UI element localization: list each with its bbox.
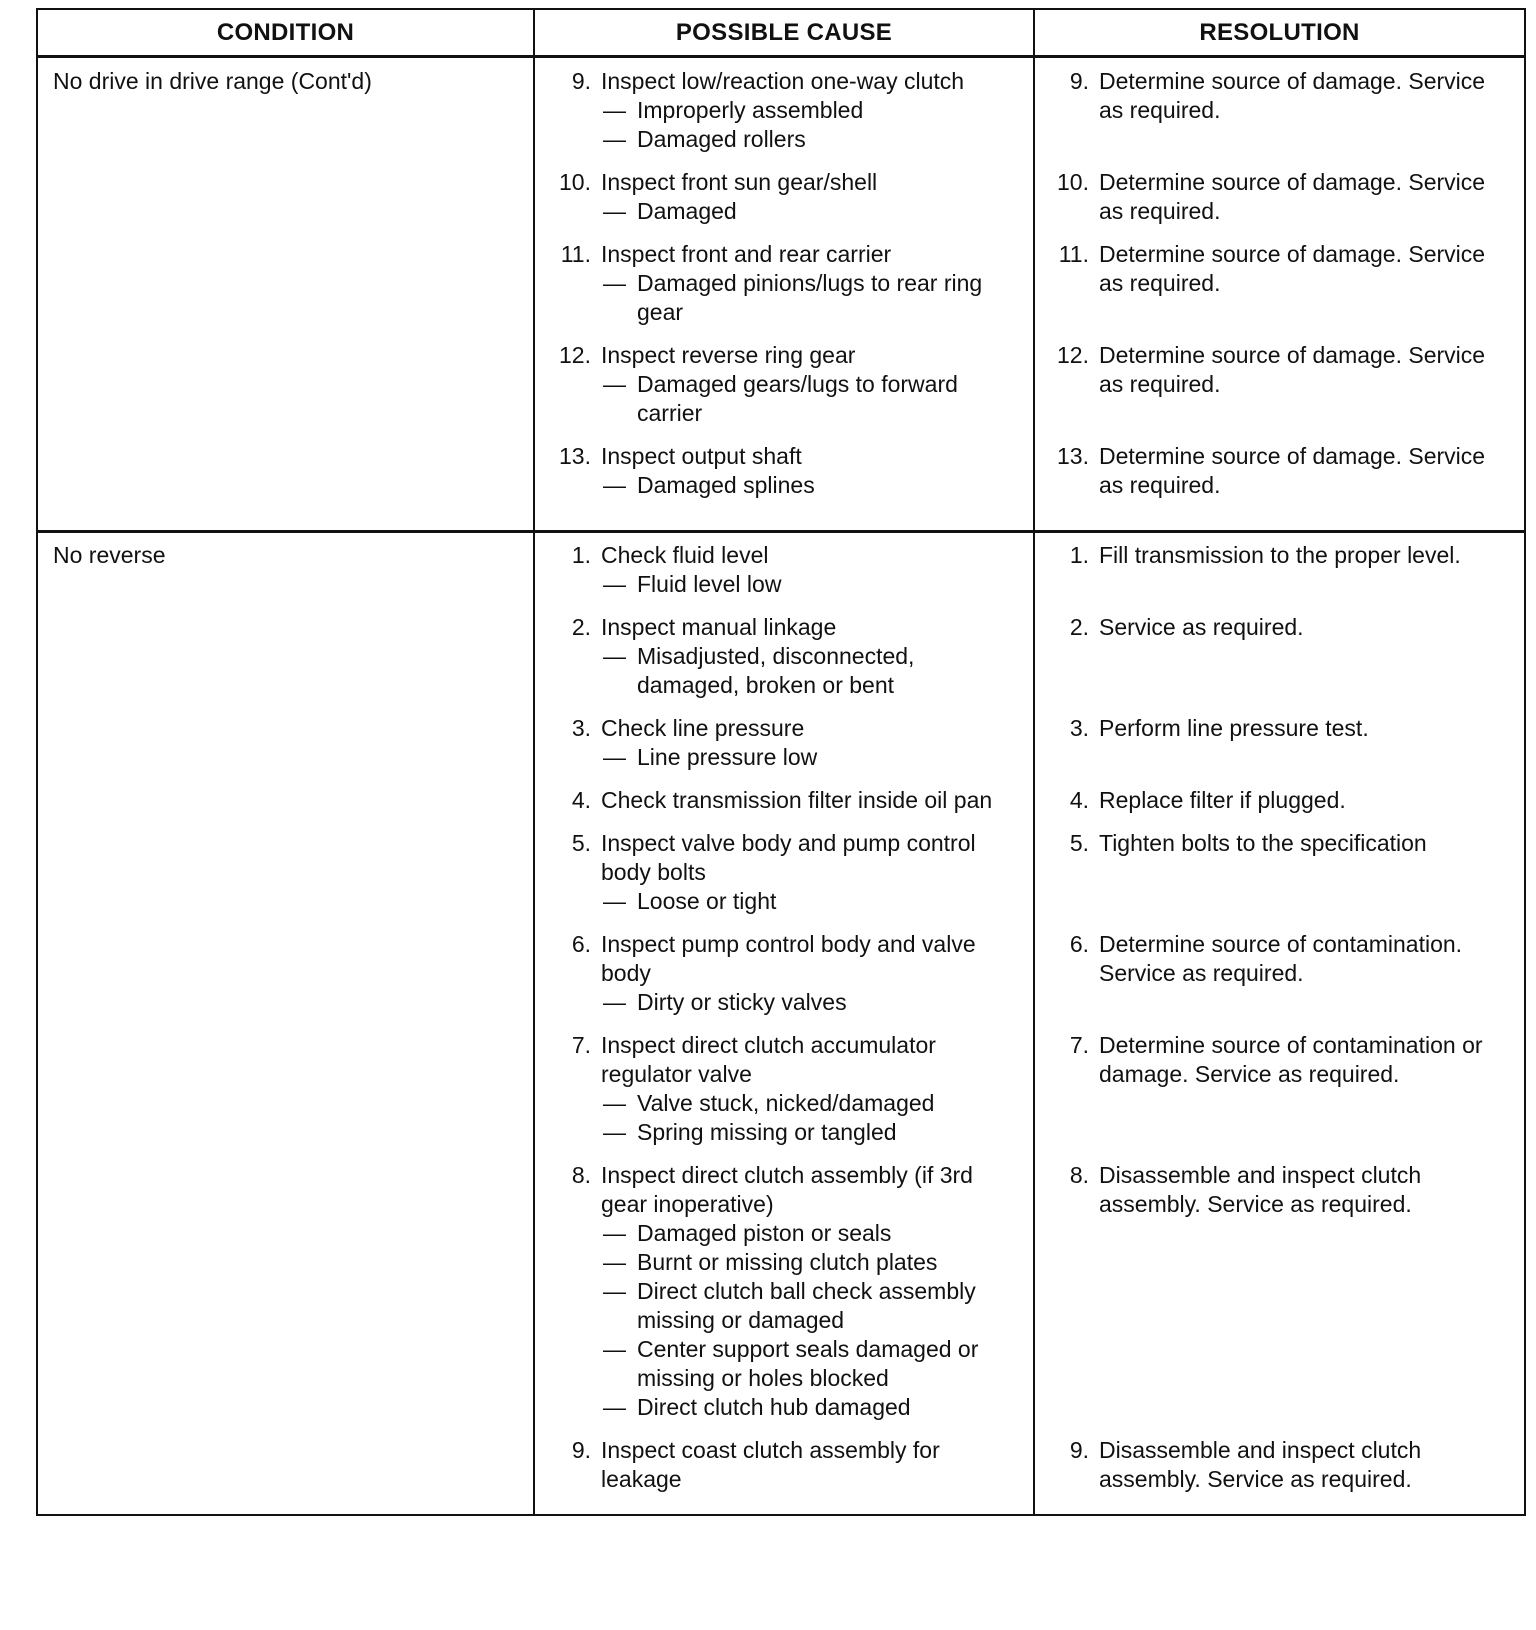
cause-sub-text: Burnt or missing clutch plates	[637, 1249, 938, 1275]
resolution-number: 2.	[1069, 614, 1089, 640]
cause-sub-item	[601, 743, 1023, 772]
cause-number: 3.	[571, 715, 591, 741]
resolution-text: Determine source of damage. Service as required.	[1099, 443, 1486, 498]
cause-body	[601, 930, 1023, 1017]
cause-body	[601, 341, 1023, 428]
cause-number: 8.	[571, 1162, 591, 1188]
cause-item	[535, 168, 1033, 226]
cause-text: Inspect pump control body and valve body	[601, 931, 976, 986]
em-dash-bullet: —	[603, 888, 626, 914]
cause-sub-text: Spring missing or tangled	[637, 1119, 897, 1145]
diagnosis-page	[36, 8, 1524, 1618]
cause-sub-text: Damaged pinions/lugs to rear ring gear	[637, 270, 983, 325]
resolution-text: Replace filter if plugged.	[1099, 787, 1346, 813]
cause-item	[535, 442, 1033, 500]
resolution-item	[1035, 613, 1524, 700]
cause-item	[535, 714, 1033, 772]
resolution-number: 11.	[1058, 241, 1089, 267]
resolution-header: RESOLUTION	[1034, 9, 1525, 57]
em-dash-bullet: —	[603, 1090, 626, 1116]
cause-body	[601, 67, 1023, 154]
resolution-number: 7.	[1069, 1032, 1089, 1058]
cause-item	[535, 613, 1033, 700]
cause-sub-item	[601, 1335, 1023, 1393]
em-dash-bullet: —	[603, 198, 626, 224]
cause-text: Inspect reverse ring gear	[601, 342, 856, 368]
resolution-number: 3.	[1069, 715, 1089, 741]
resolution-text: Fill transmission to the proper level.	[1099, 542, 1461, 568]
cause-number: 12.	[559, 342, 591, 368]
em-dash-bullet: —	[603, 1336, 626, 1362]
cause-sub-item	[601, 642, 1023, 700]
condition-section-row	[37, 532, 1525, 1516]
resolution-text: Perform line pressure test.	[1099, 715, 1369, 741]
cause-item	[535, 1161, 1033, 1422]
cause-text: Inspect front sun gear/shell	[601, 169, 878, 195]
cause-text: Inspect low/reaction one-way clutch	[601, 68, 965, 94]
cause-sub-text: Damaged piston or seals	[637, 1220, 892, 1246]
cause-body	[601, 240, 1023, 327]
resolution-item	[1035, 1161, 1524, 1422]
cause-sub-item	[601, 197, 1023, 226]
cause-sub-item	[601, 1089, 1023, 1118]
cause-sub-text: Damaged	[637, 198, 737, 224]
resolution-number: 8.	[1069, 1162, 1089, 1188]
cause-text: Inspect front and rear carrier	[601, 241, 892, 267]
cause-sub-text: Damaged gears/lugs to forward carrier	[637, 371, 958, 426]
cause-sub-item	[601, 1277, 1023, 1335]
cause-item	[535, 786, 1033, 815]
resolution-text: Tighten bolts to the specification	[1099, 830, 1427, 856]
resolution-item	[1035, 168, 1524, 226]
cause-sub-item	[601, 1393, 1023, 1422]
cause-sub-text: Damaged rollers	[637, 126, 806, 152]
cause-sub-item	[601, 1118, 1023, 1147]
cause-number: 13.	[559, 443, 591, 469]
cause-sub-text: Loose or tight	[637, 888, 777, 914]
em-dash-bullet: —	[603, 1220, 626, 1246]
cause-sub-text: Valve stuck, nicked/damaged	[637, 1090, 935, 1116]
cause-number: 1.	[571, 542, 591, 568]
em-dash-bullet: —	[603, 989, 626, 1015]
cause-number: 4.	[571, 787, 591, 813]
cause-number: 2.	[571, 614, 591, 640]
cause-item	[535, 341, 1033, 428]
cause-item	[535, 829, 1033, 916]
cause-sub-text: Line pressure low	[637, 744, 818, 770]
condition-cell: No drive in drive range (Cont'd)	[37, 57, 534, 532]
resolution-text: Determine source of damage. Service as required.	[1099, 68, 1486, 123]
cause-sub-item	[601, 125, 1023, 154]
resolution-number: 5.	[1069, 830, 1089, 856]
resolution-text: Service as required.	[1099, 614, 1304, 640]
cause-body	[601, 442, 1023, 500]
cause-sub-item	[601, 370, 1023, 428]
cause-number: 9.	[571, 68, 591, 94]
em-dash-bullet: —	[603, 1249, 626, 1275]
cause-body	[601, 613, 1023, 700]
resolution-item	[1035, 442, 1524, 500]
em-dash-bullet: —	[603, 744, 626, 770]
cause-body	[601, 1031, 1023, 1147]
resolution-number: 12.	[1057, 342, 1089, 368]
resolution-text: Determine source of contamination or damage. Service as required.	[1099, 1032, 1483, 1087]
cause-sub-text: Center support seals damaged or missing or holes blocked	[637, 1336, 979, 1391]
cause-item	[535, 240, 1033, 327]
possible-cause-cell	[534, 532, 1034, 1516]
resolution-item	[1035, 786, 1524, 815]
cause-number: 5.	[571, 830, 591, 856]
resolution-cell	[1034, 57, 1525, 532]
resolution-text: Determine source of damage. Service as required.	[1099, 169, 1486, 224]
cause-body	[601, 541, 1023, 599]
cause-sub-item	[601, 570, 1023, 599]
cause-sub-item	[601, 96, 1023, 125]
resolution-item	[1035, 341, 1524, 428]
cause-text: Inspect output shaft	[601, 443, 802, 469]
cause-body	[601, 714, 1023, 772]
cause-sub-text: Direct clutch hub damaged	[637, 1394, 911, 1420]
resolution-number: 9.	[1069, 68, 1089, 94]
cause-item	[535, 1436, 1033, 1494]
cause-text: Check line pressure	[601, 715, 805, 741]
resolution-number: 9.	[1069, 1437, 1089, 1463]
condition-header: CONDITION	[37, 9, 534, 57]
cause-item	[535, 541, 1033, 599]
resolution-number: 13.	[1057, 443, 1089, 469]
em-dash-bullet: —	[603, 270, 626, 296]
resolution-item	[1035, 240, 1524, 327]
resolution-text: Determine source of contamination. Service as required.	[1099, 931, 1463, 986]
cause-body	[601, 829, 1023, 916]
resolution-item	[1035, 829, 1524, 916]
cause-text: Check transmission filter inside oil pan	[601, 787, 993, 813]
cause-sub-text: Direct clutch ball check assembly missing or damaged	[637, 1278, 976, 1333]
cause-sub-item	[601, 471, 1023, 500]
em-dash-bullet: —	[603, 1394, 626, 1420]
cause-text: Inspect valve body and pump control body bolts	[601, 830, 976, 885]
em-dash-bullet: —	[603, 1278, 626, 1304]
em-dash-bullet: —	[603, 97, 626, 123]
cause-sub-item	[601, 1248, 1023, 1277]
cause-number: 10.	[559, 169, 591, 195]
cause-item	[535, 930, 1033, 1017]
cause-number: 6.	[571, 931, 591, 957]
em-dash-bullet: —	[603, 126, 626, 152]
cause-number: 7.	[571, 1032, 591, 1058]
cause-text: Check fluid level	[601, 542, 769, 568]
possible-cause-header: POSSIBLE CAUSE	[534, 9, 1034, 57]
em-dash-bullet: —	[603, 643, 626, 669]
cause-sub-text: Dirty or sticky valves	[637, 989, 847, 1015]
resolution-item	[1035, 1031, 1524, 1147]
cause-body	[601, 786, 1023, 815]
cause-body	[601, 168, 1023, 226]
cause-body	[601, 1161, 1023, 1422]
cause-sub-item	[601, 988, 1023, 1017]
cause-sub-text: Misadjusted, disconnected, damaged, broken or bent	[637, 643, 915, 698]
em-dash-bullet: —	[603, 472, 626, 498]
resolution-item	[1035, 541, 1524, 599]
resolution-number: 10.	[1057, 169, 1089, 195]
cause-number: 11.	[560, 241, 591, 267]
cause-text: Inspect manual linkage	[601, 614, 837, 640]
resolution-number: 6.	[1069, 931, 1089, 957]
resolution-item	[1035, 714, 1524, 772]
resolution-cell	[1034, 532, 1525, 1516]
cause-sub-item	[601, 1219, 1023, 1248]
cause-text: Inspect direct clutch assembly (if 3rd gear inoperative)	[601, 1162, 973, 1217]
resolution-number: 1.	[1069, 542, 1089, 568]
diagnosis-table	[36, 8, 1526, 1516]
header-row	[37, 9, 1525, 57]
cause-text: Inspect direct clutch accumulator regulator valve	[601, 1032, 936, 1087]
resolution-text: Disassemble and inspect clutch assembly. Service as required.	[1099, 1162, 1422, 1217]
em-dash-bullet: —	[603, 1119, 626, 1145]
resolution-item	[1035, 1436, 1524, 1494]
possible-cause-cell	[534, 57, 1034, 532]
cause-item	[535, 1031, 1033, 1147]
cause-number: 9.	[571, 1437, 591, 1463]
cause-item	[535, 67, 1033, 154]
condition-cell: No reverse	[37, 532, 534, 1516]
resolution-text: Disassemble and inspect clutch assembly. Service as required.	[1099, 1437, 1422, 1492]
cause-sub-text: Improperly assembled	[637, 97, 864, 123]
em-dash-bullet: —	[603, 571, 626, 597]
resolution-item	[1035, 67, 1524, 154]
resolution-text: Determine source of damage. Service as required.	[1099, 342, 1486, 397]
cause-sub-item	[601, 269, 1023, 327]
resolution-text: Determine source of damage. Service as required.	[1099, 241, 1486, 296]
cause-sub-text: Fluid level low	[637, 571, 782, 597]
resolution-item	[1035, 930, 1524, 1017]
cause-sub-text: Damaged splines	[637, 472, 815, 498]
resolution-number: 4.	[1069, 787, 1089, 813]
cause-body	[601, 1436, 1023, 1494]
condition-section-row	[37, 57, 1525, 532]
cause-text: Inspect coast clutch assembly for leakage	[601, 1437, 940, 1492]
em-dash-bullet: —	[603, 371, 626, 397]
cause-sub-item	[601, 887, 1023, 916]
